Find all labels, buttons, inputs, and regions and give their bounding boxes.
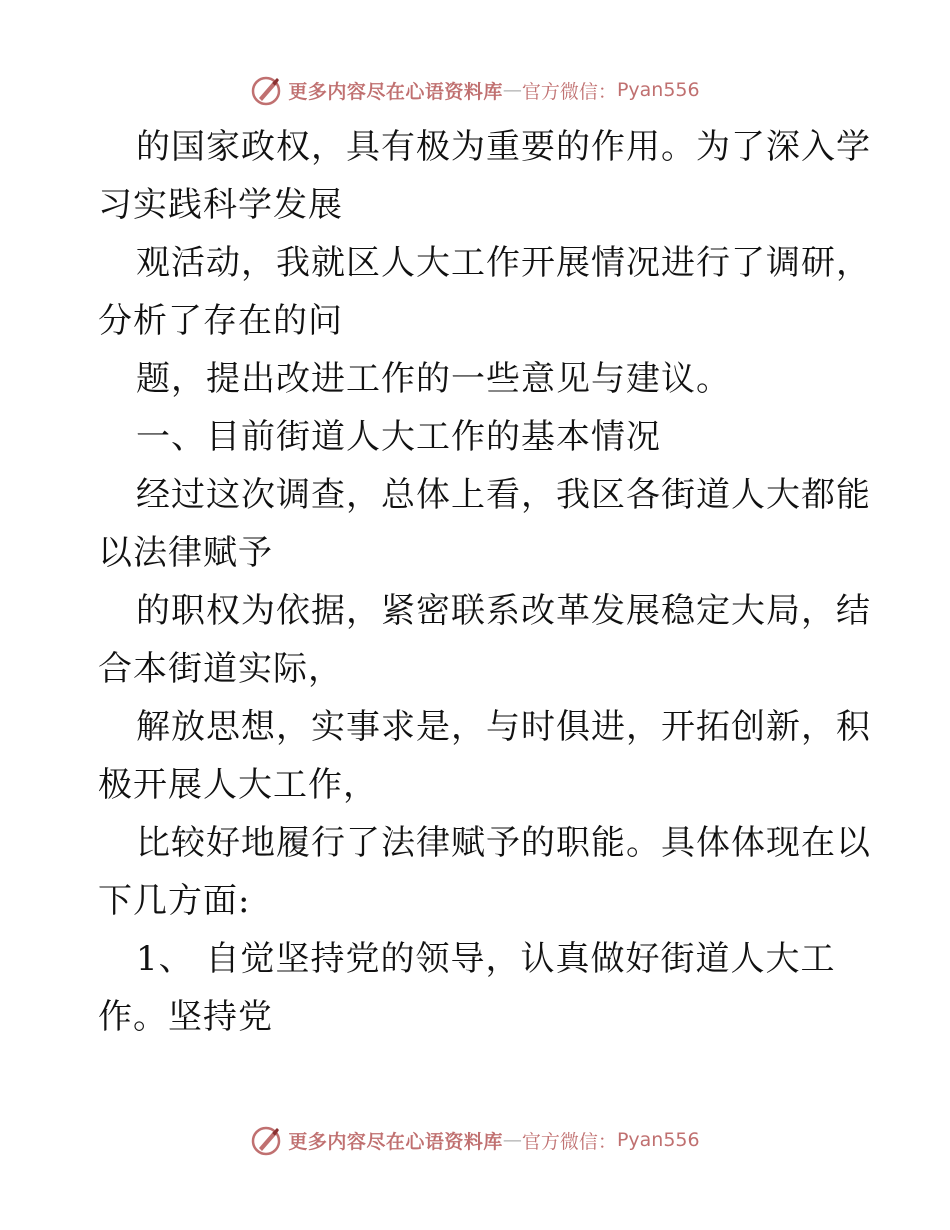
text-line: 合本街道实际，: [98, 649, 343, 689]
text-line: 极开展人大工作，: [98, 765, 378, 805]
watermark-wechat-id: Pyan556: [616, 79, 700, 101]
section-heading: 一、目前街道人大工作的基本情况: [136, 417, 661, 457]
list-item-heading: 1、 自觉坚持党的领导，认真做好街道人大工: [136, 939, 836, 979]
watermark-separator: —: [502, 79, 522, 101]
text-line: 习实践科学发展: [98, 185, 343, 225]
watermark-wechat-label: 官方微信：: [521, 80, 617, 103]
text-line: 比较好地履行了法律赋予的职能。具体体现在以: [136, 823, 871, 863]
text-line: 的职权为依据，紧密联系改革发展稳定大局，结: [136, 591, 871, 631]
watermark-wechat-label: 官方微信：: [521, 1130, 617, 1153]
pen-logo-icon: [250, 1124, 282, 1156]
text-line: 分析了存在的问: [98, 301, 343, 341]
text-line: 作。坚持党: [98, 997, 273, 1037]
text-line: 下几方面:: [98, 881, 251, 921]
document-body: [98, 118, 871, 1046]
footer-watermark: [0, 1120, 950, 1160]
text-line: 题，提出改进工作的一些意见与建议。: [136, 359, 731, 399]
text-line: 观活动，我就区人大工作开展情况进行了调研，: [136, 243, 871, 283]
text-line: 以法律赋予: [98, 533, 273, 573]
text-line: 解放思想，实事求是，与时俱进，开拓创新，积: [136, 707, 871, 747]
text-line: 经过这次调查，总体上看，我区各街道人大都能: [136, 475, 871, 515]
watermark-brand: 更多内容尽在心语资料库: [288, 1130, 503, 1153]
pen-logo-icon: [250, 74, 282, 106]
text-line: 的国家政权，具有极为重要的作用。为了深入学: [136, 127, 871, 167]
watermark-separator: —: [502, 1129, 522, 1151]
watermark-wechat-id: Pyan556: [616, 1129, 700, 1151]
watermark-brand: 更多内容尽在心语资料库: [288, 80, 503, 103]
header-watermark: [0, 70, 950, 110]
